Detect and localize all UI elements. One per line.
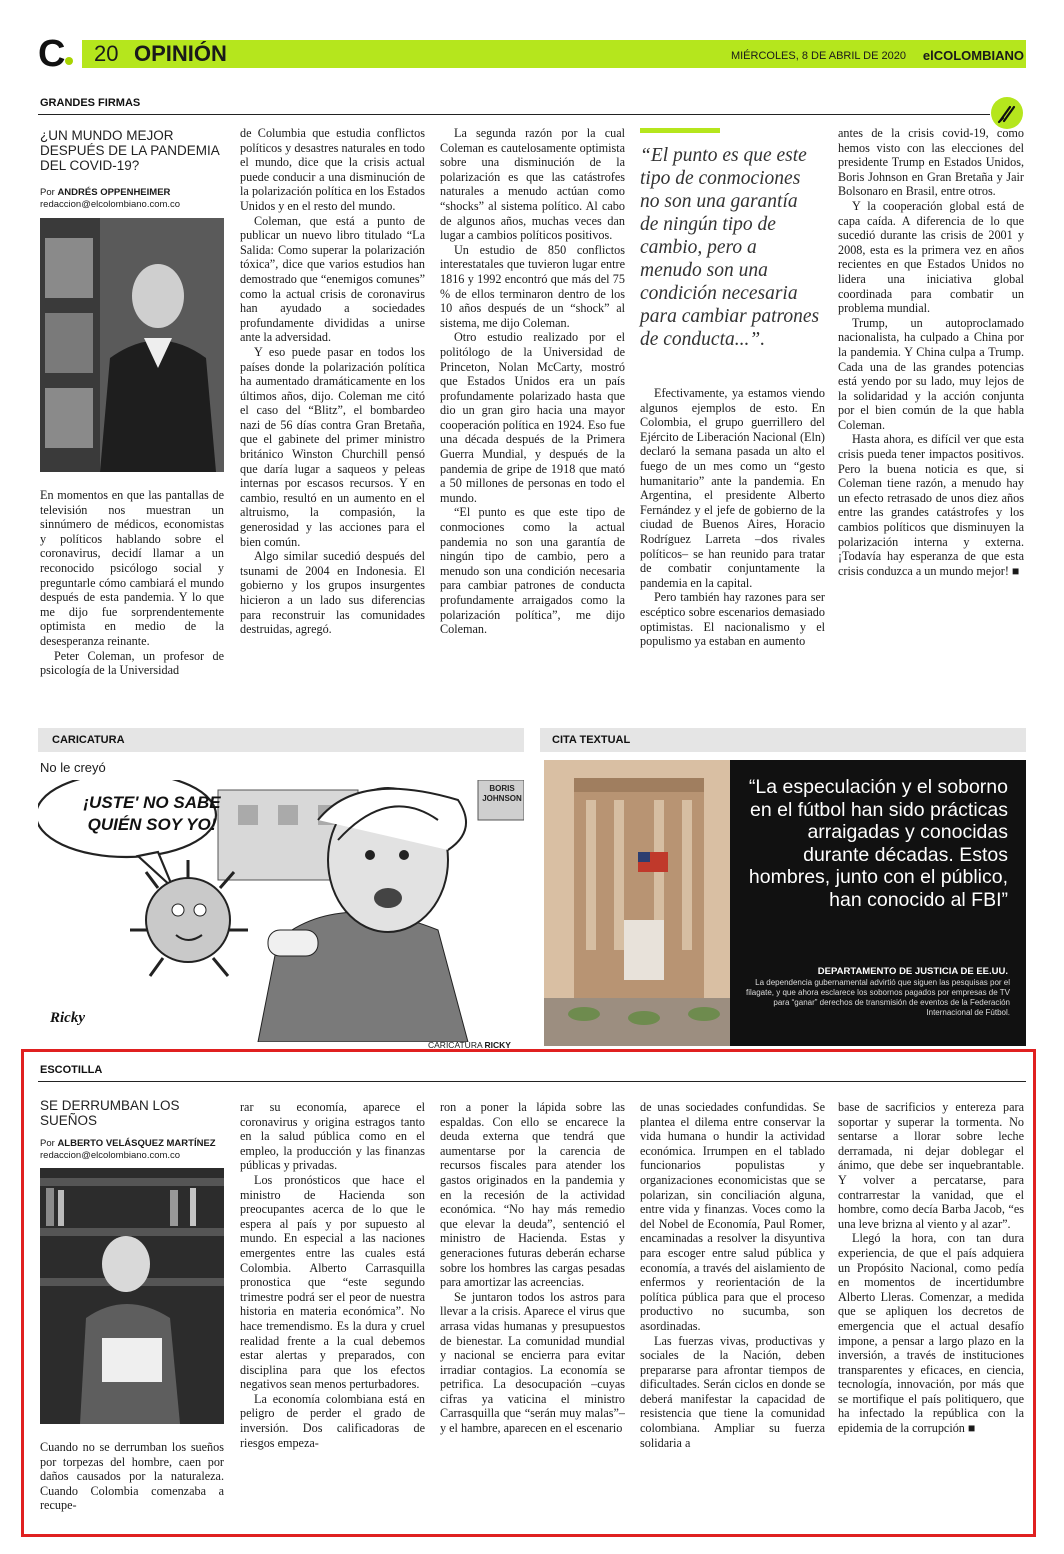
section-label-caricatura: CARICATURA xyxy=(52,734,125,746)
author-portrait-icon xyxy=(40,218,224,472)
building-photo-icon xyxy=(544,760,730,1046)
paragraph: Coleman, que está a punto de publicar un nuevo libro titulado “La Salida: Como superar la polarización tóxica”, dice que varios estudios han demostrado que “enemigos comunes” como la actual crisis de coronavirus han ayudado a sociedades profundamente divididas a unirse ante la adversidad. xyxy=(240,213,425,345)
section-rule xyxy=(38,1081,1026,1082)
section-title: OPINIÓN xyxy=(134,41,227,66)
sign-line-2: JOHNSON xyxy=(482,794,522,803)
sign-line-1: BORIS xyxy=(489,784,515,793)
credit-prefix: CARICATURA xyxy=(428,1040,483,1050)
byline-prefix: Por xyxy=(40,187,55,198)
paragraph: ron a poner la lápida sobre las espaldas. Con ello se encarece la deuda externa que tendrá que aumentarse por la carencia de recursos fiscales para atender los gastos originados en la pandemia y en la recesión de la actividad económica. “No hay más remedio que elevar la deuda”, sentenció el ministro de Hacienda. Estas y generaciones futuras deberán echarse sobre los hombres las cargas pesadas para amortizar las acreencias. xyxy=(440,1100,625,1290)
paragraph: Llegó la hora, con tan dura experiencia, de que el país adquiera un Propósito Nacional, como pedía en momentos de incertidumbre Alberto Lleras. Comenzar, a medida que se apliquen los decretos de emergencia que el actual desafío impone, a pensar a largo plazo en la inversión, a través de instituciones transparentes y eficaces, en ciencia, tecnología, innovación, por más que se mortifique el país politiquero, que ha infectado la república con la epidemia de la corrupción ■ xyxy=(838,1231,1024,1436)
newspaper-logo: C xyxy=(38,33,66,75)
author-name: ANDRÉS OPPENHEIMER xyxy=(57,187,171,198)
paragraph: de Columbia que estudia conflictos políticos y desastres naturales en todo el mundo, dice que la crisis actual puede conducir a una disminución de la polarización política en los Estados Unidos y en el resto del mundo. xyxy=(240,126,425,213)
paragraph: Y eso puede pasar en todos los países donde la polarización política ha aumentado dramáticamente en los últimos años, dijo. Coleman me citó el caso del “Blitz”, el bombardeo nazi de 56 días contra Gran Bretaña, que el gabinete del primer ministro británico Winston Churchill pensó que daría lugar a saqueos y peleas internas por escasos recursos. Y en cambio, resultó en un aumento en el altruismo, la compasión, la generosidad y las acciones para el bien común. xyxy=(240,344,425,549)
paragraph: En momentos en que las pantallas de televisión nos muestran un sinnúmero de médicos, economistas y políticos hablando sobre el coronavirus, decidí llamar a un reconocido psicólogo social y preguntarle cómo cambiará el mundo después de esta pandemia. Y lo que me dijo fue sorprendentemente optimista en medio de la desesperanza reinante. xyxy=(40,488,224,648)
article-title: SE DERRUMBAN LOS SUEÑOS xyxy=(40,1098,180,1128)
article-title: ¿UN MUNDO MEJOR DESPUÉS DE LA PANDEMIA DEL COVID-19? xyxy=(40,128,220,173)
article-column-4 xyxy=(640,1100,825,1528)
article-column-1 xyxy=(40,488,224,718)
paragraph: Otro estudio realizado por el politólogo de la Universidad de Princeton, Nolan McCarty, mostró que Estados Unidos era un país profundamente polarizado hasta que dio un gran giro hacia una mayor cooperación política en 1924. Eso fue una década después de la Primera Guerra Mundial, y después de la pandemia de gripe de 1918 que mató a 50 millones de personas en todo el mundo. xyxy=(440,330,625,505)
author-portrait-icon xyxy=(40,1168,224,1424)
issue-date: MIÉRCOLES, 8 DE ABRIL DE 2020 xyxy=(730,50,906,62)
paragraph: Efectivamente, ya estamos viendo algunos ejemplos de esto. En Colombia, el grupo guerrillero del Ejército de Liberación Nacional (Eln) declaró la semana pasada un alto el fuego de un mes como un “gesto humanitario” ante la pandemia. En Argentina, el presidente Alberto Fernández y el jefe de gobierno de la ciudad de Buenos Aires, Horacio Rodríguez Larreta –dos rivales políticos– se han reunido para tratar de combatir conjuntamente la pandemia en la capital. xyxy=(640,386,825,590)
paragraph: Hasta ahora, es difícil ver que esta crisis pueda tener impactos positivos. Pero la buena noticia es que, si Coleman tiene razón, a menudo hay un efecto retrasado de unos diez años entre las grandes catástrofes y los cambios políticos que disminuyen la polarización interna y externa. ¡Todavía hay esperanza de que esta crisis conduzca a un mundo mejor! ■ xyxy=(838,432,1024,578)
byline-prefix: Por xyxy=(40,1138,55,1149)
article-column-2 xyxy=(240,1100,425,1528)
credit-name: RICKY xyxy=(484,1040,511,1050)
cartoonist-signature: Ricky xyxy=(50,1010,85,1026)
paragraph: “El punto es que este tipo de conmociones como la actual pandemia no son una garantía de ningún tipo de cambio, pero a menudo son una condición necesaria para cambiar patrones de conducta profundamente arraigados como la polarización política”, me dijo Coleman. xyxy=(440,505,625,637)
page-header xyxy=(38,33,1026,75)
author-email: redaccion@elcolombiano.com.co xyxy=(40,199,181,210)
page-number: 20 xyxy=(94,41,119,66)
pen-nib-icon xyxy=(990,96,1024,130)
author-photo xyxy=(40,218,224,472)
quote-note: La dependencia gubernamental advirtió que siguen las pesquisas por el filagate, y que ahora esclarece los sobornos pagados por empresas de TV para “ganar” derechos de transmisión de eventos de la Federación Internacional de Fútbol. xyxy=(745,978,1010,1017)
byline xyxy=(40,1138,230,1162)
paragraph: Trump, un autoproclamado nacionalista, ha culpado a China por la pandemia. Y China culpa a Trump. Cada una de las grandes potencias está yendo por su lado, muy lejos de la solidaridad y la acción conjunta por el bien común de la que habla Coleman. xyxy=(838,315,1024,432)
paragraph: Las fuerzas vivas, productivas y sociales de la Nación, deben prepararse para afrontar tiempos de dificultades. Serán ciclos en donde se deberá manifestar la capacidad de resistencia que tiene la comunidad colombiana. Ampliar su fuerza solidaria a xyxy=(640,1333,825,1450)
section-label-cita-textual: CITA TEXTUAL xyxy=(552,734,631,746)
paragraph: base de sacrificios y entereza para soportar y superar la tormenta. No sentarse a llorar sobre leche derramada, ni dejar doblegar el ánimo, que debe ser inquebrantable. Y volver a percatarse, para contrarrestar la vanidad, que el hombre, como decía Barba Jacob, “es una leve brizna al viento y al azar”. xyxy=(838,1100,1024,1231)
article-column-5 xyxy=(838,126,1024,724)
paragraph: La economía colombiana está en peligro de perder el grado de inversión. Dos calificadoras de riesgos empeza- xyxy=(240,1391,425,1450)
paragraph: Un estudio de 850 conflictos interestatales que tuvieron lugar entre 1816 y 1992 encontró que más del 75 % de ellos terminaron dentro de los 10 años después de un “shock” al sistema, me dijo Coleman. xyxy=(440,242,625,330)
quote-source: DEPARTAMENTO DE JUSTICIA DE EE.UU. xyxy=(817,966,1008,977)
paragraph: Pero también hay razones para ser escéptico sobre escenarios demasiado optimistas. El nacionalismo y el populismo ya estaban en aumento xyxy=(640,590,825,649)
paper-name: elCOLOMBIANO xyxy=(922,48,1024,63)
author-name: ALBERTO VELÁSQUEZ MARTÍNEZ xyxy=(57,1138,216,1149)
article-column-4 xyxy=(640,386,825,724)
byline xyxy=(40,187,230,211)
section-label-grandes-firmas: GRANDES FIRMAS xyxy=(40,97,141,109)
paragraph: Y la cooperación global está de capa caída. A diferencia de lo que sucedió durante las crisis de 2001 y 2008, esta es la primera vez en años recientes en que Estados Unidos no lidera una iniciativa global coordinada para combatir un problema mundial. xyxy=(838,198,1024,316)
paragraph: rar su economía, aparece el coronavirus y origina estragos tanto en la salud pública como en el empleo, la producción y las finanzas públicas y privadas. xyxy=(240,1100,425,1173)
article-column-2 xyxy=(240,126,425,724)
paragraph: antes de la crisis covid-19, como hemos visto con las elecciones del presidente Trump en Estados Unidos, Boris Johnson en Gran Bretaña y Jair Bolsonaro en Brasil, entre otros. xyxy=(838,126,1024,199)
paragraph: Se juntaron todos los astros para llevar a la crisis. Aparece el virus que arrasa vidas humanas y presupuestos de bienestar. La comunidad mundial y nacional se encierra para evitar irradiar contagios. La economía se petrifica. La desocupación –cuyas cifras ya vaticina el ministro Carrasquilla que “serán muy malas”– y el hambre, aparecen en el escenario xyxy=(440,1289,625,1436)
section-label-escotilla: ESCOTILLA xyxy=(40,1064,103,1076)
paragraph: Cuando no se derrumban los sueños por torpezas del hombre, caen por daños causados por la naturaleza. Cuando Colombia comenzaba a recupe- xyxy=(40,1440,224,1513)
logo-dot-icon xyxy=(65,57,73,65)
paragraph: Los pronósticos que hace el ministro de Hacienda son preocupantes acerca de lo que le espera al país y por supuesto al mundo. En especial a las naciones emergentes entre las cuales está Colombia. Alberto Carrasquilla pronostica que “este segundo trimestre podrá ser el peor de nuestra historia en materia económica”. No hace tremendismo. Es la dura y cruel realidad frente a la cual debemos estar alertas y preparados, con disciplina para que los efectos negativos sean menos perturbadores. xyxy=(240,1172,425,1392)
speech-line-2: QUIÉN SOY YO! xyxy=(87,815,217,834)
article-column-3 xyxy=(440,126,625,724)
building-photo xyxy=(544,760,730,1046)
article-column-3 xyxy=(440,1100,625,1528)
speech-line-1: ¡USTE' NO SABE xyxy=(83,793,221,812)
quote-accent-bar xyxy=(640,128,720,133)
cartoon-sign xyxy=(480,784,524,804)
cartoon-caption: No le creyó xyxy=(40,760,106,775)
paragraph: de unas sociedades confundidas. Se plantea el dilema entre conservar la vida humana o hundir la actividad económica. Irrumpen en el tablado funcionarios populistas y organizaciones economicistas que se polarizan, sin conciliación alguna, entre vida y finanzas. Voces como la del Nobel de Economía, Paul Romer, encaminadas a resolver la disyuntiva para escoger entre salud pública y economía, a través del aislamiento de enfermos y reorientación de la política pública para que el proceso productivo no sucumba, son asordinadas. xyxy=(640,1100,825,1333)
author-email: redaccion@elcolombiano.com.co xyxy=(40,1150,181,1161)
author-photo xyxy=(40,1168,224,1424)
paragraph: La segunda razón por la cual Coleman es cautelosamente optimista sobre una disminución de la polarización es que las catástrofes naturales a menudo actúan como “shocks” al sistema político. Al cabo de algunos años, muchas veces dan lugar a cambios políticos positivos. xyxy=(440,126,625,243)
article-column-1 xyxy=(40,1440,224,1528)
pull-quote: “El punto es que este tipo de conmociones no son una garantía de ningún tipo de cambio, pero a menudo son una condición necesaria para cambiar patrones de conducta...”. xyxy=(640,145,820,350)
paragraph: Peter Coleman, un profesor de psicología de la Universidad xyxy=(40,648,224,678)
quote-text: “La especulación y el soborno en el fútbol han sido prácticas arraigadas y conocidas durante décadas. Estos hombres, junto con el público, han conocido al FBI” xyxy=(748,776,1008,911)
cartoon xyxy=(38,780,524,1042)
cartoon-speech-bubble xyxy=(72,792,232,836)
quote-panel xyxy=(544,760,1026,1046)
article-column-5 xyxy=(838,1100,1024,1528)
paragraph: Algo similar sucedió después del tsunami de 2004 en Indonesia. El gobierno y los grupos insurgentes hicieron a un lado sus diferencias para reconstruir las comunidades destruidas, agregó. xyxy=(240,549,425,637)
section-rule xyxy=(38,114,990,115)
